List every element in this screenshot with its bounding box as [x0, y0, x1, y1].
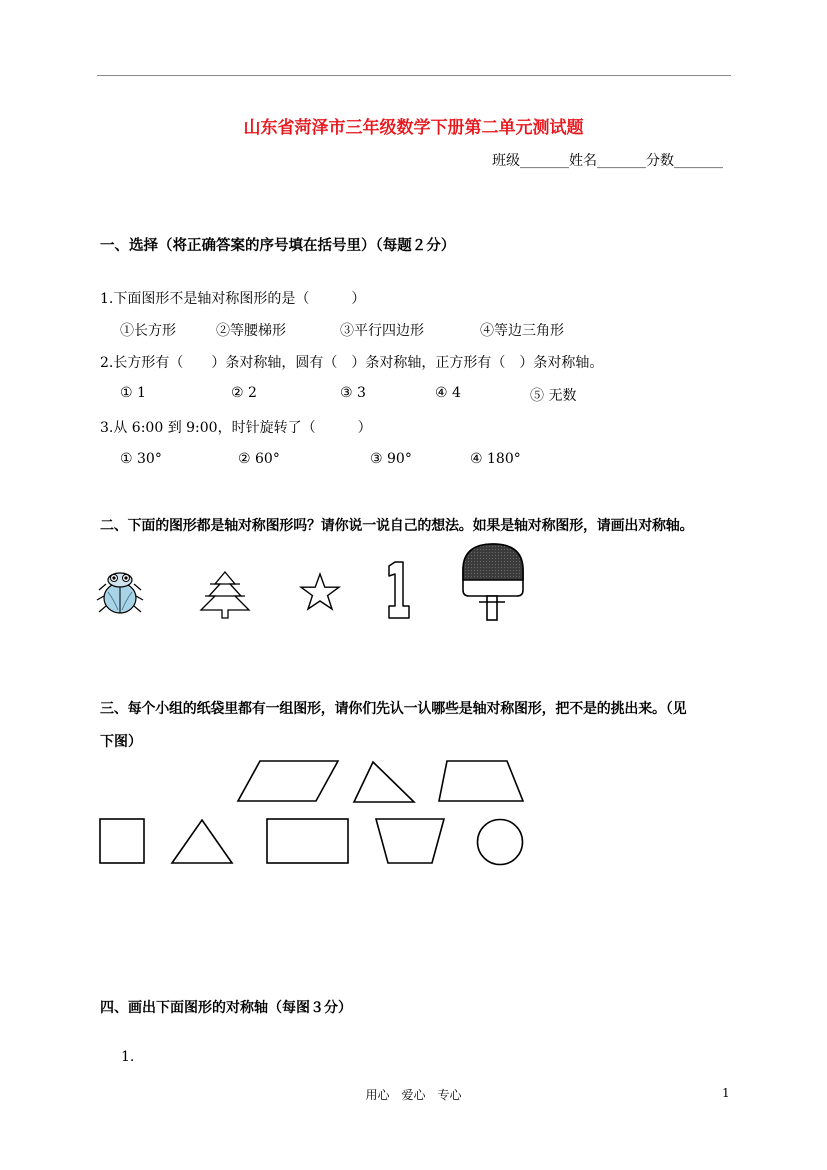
q2-option: ③ 3: [340, 385, 366, 401]
digit-one-icon: [386, 560, 412, 620]
q3-option: ① 30°: [120, 451, 162, 467]
parallelogram-shape: [236, 759, 340, 803]
inverted-trapezoid-shape: [374, 817, 446, 865]
page-footer: 用心 爱心 专心: [365, 1088, 462, 1102]
q3-option: ② 60°: [238, 451, 280, 467]
q2-option: ⑤ 无数: [530, 388, 577, 404]
circle-shape: [475, 817, 525, 867]
q2-option: ④ 4: [435, 385, 461, 401]
q2-option: ② 2: [231, 385, 257, 401]
triangle-shape: [170, 818, 234, 866]
rectangle-shape: [265, 817, 350, 865]
trapezoid-shape: [437, 759, 525, 803]
section2-heading: 二、下面的图形都是轴对称图形吗？请你说一说自己的想法。如果是轴对称图形，请画出对称轴。: [100, 518, 694, 534]
square-shape: [98, 817, 146, 865]
q1-option: ②等腰梯形: [216, 323, 286, 339]
q2-option: ① 1: [120, 385, 146, 401]
q1-option: ①长方形: [120, 323, 176, 339]
star-icon: [299, 572, 341, 612]
q2-text: 2.长方形有（ ）条对称轴，圆有（ ）条对称轴，正方形有（ ）条对称轴。: [100, 355, 604, 371]
header-rule: [97, 75, 731, 76]
triangle-shape: [352, 760, 416, 804]
ping-pong-paddle-icon: [461, 542, 525, 622]
section3-heading-line1: 三、每个小组的纸袋里都有一组图形，请你们先认一认哪些是轴对称图形，把不是的挑出来。（见: [100, 701, 687, 717]
q1-text: 1.下面图形不是轴对称图形的是（ ）: [100, 291, 366, 307]
q3-option: ④ 180°: [470, 451, 521, 467]
bug-icon: [96, 570, 144, 616]
q3-text: 3.从 6:00 到 9:00，时针旋转了（ ）: [100, 420, 372, 436]
page-number: 1: [722, 1086, 730, 1100]
section4-heading: 四、画出下面图形的对称轴（每图３分）: [100, 1000, 352, 1016]
q1-option: ④等边三角形: [480, 323, 564, 339]
page-title: 山东省菏泽市三年级数学下册第二单元测试题: [243, 118, 584, 138]
student-info-line: 班级_______姓名_______分数_______: [492, 153, 723, 169]
q3-option: ③ 90°: [370, 451, 412, 467]
section4-item-number: 1.: [121, 1049, 135, 1065]
q1-option: ③平行四边形: [340, 323, 424, 339]
section1-heading: 一、选择（将正确答案的序号填在括号里）（每题２分）: [100, 237, 456, 254]
tree-icon: [198, 570, 252, 618]
section3-heading-line2: 下图）: [100, 734, 142, 750]
